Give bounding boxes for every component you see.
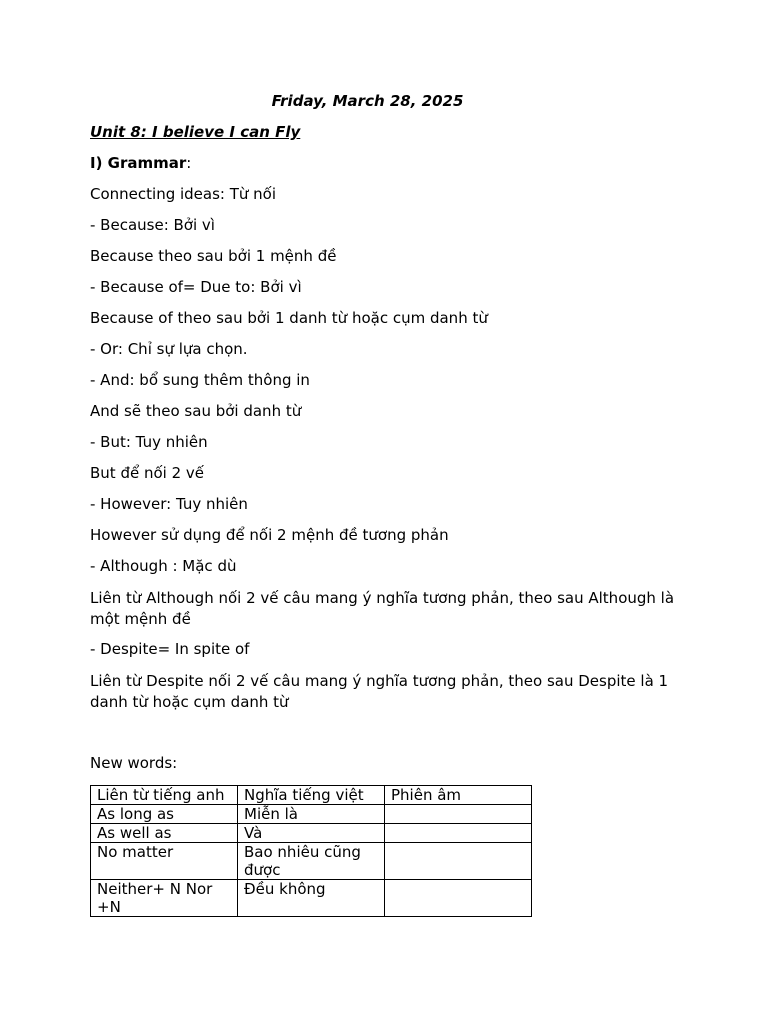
grammar-heading-colon: : [186,154,192,172]
table-cell [385,805,532,824]
grammar-heading-line [90,154,690,172]
text-line: - Although : Mặc dù [90,557,237,575]
unit-title: Unit 8: I believe I can Fly [90,123,301,141]
text-line: Because of theo sau bởi 1 danh từ hoặc cụm danh từ [90,309,488,327]
table-header-cell: Phiên âm [385,786,532,805]
table-header-cell: Liên từ tiếng anh [91,786,238,805]
document-page [90,92,690,917]
text-line: And sẽ theo sau bởi danh từ [90,402,302,420]
text-line: But để nối 2 vế [90,464,205,482]
table-row [91,805,532,824]
text-line: - However: Tuy nhiên [90,495,248,513]
vocabulary-table [90,785,532,917]
table-cell: As long as [91,805,238,824]
table-cell: Miễn là [238,805,385,824]
table-cell: As well as [91,824,238,843]
text-line: - Or: Chỉ sự lựa chọn. [90,340,248,358]
text-line: - Because: Bởi vì [90,216,215,234]
new-words-label: New words: [90,754,178,772]
grammar-heading: I) Grammar [90,154,187,172]
table-header-row [91,786,532,805]
table-row [91,824,532,843]
text-line: Connecting ideas: Từ nối [90,185,277,203]
table-cell: Đều không [238,880,385,917]
text-line: - But: Tuy nhiên [90,433,208,451]
text-line: - Despite= In spite of [90,640,250,658]
text-line: - And: bổ sung thêm thông in [90,371,310,389]
table-header-cell: Nghĩa tiếng việt [238,786,385,805]
table-row [91,843,532,880]
table-cell [385,824,532,843]
table-cell [385,843,532,880]
text-paragraph: Liên từ Although nối 2 vế câu mang ý nghĩa tương phản, theo sau Although là một mệnh đề [90,589,675,628]
document-date: Friday, March 28, 2025 [271,92,464,110]
table-cell: Bao nhiêu cũng được [238,843,385,880]
table-cell [385,880,532,917]
text-line: However sử dụng để nối 2 mệnh đề tương phản [90,526,449,544]
table-row [91,880,532,917]
table-cell: Và [238,824,385,843]
blank-line [90,723,690,754]
text-line: - Because of= Due to: Bởi vì [90,278,302,296]
table-cell: Neither+ N Nor +N [91,880,238,917]
table-cell: No matter [91,843,238,880]
text-line: Because theo sau bởi 1 mệnh đề [90,247,337,265]
text-paragraph: Liên từ Despite nối 2 vế câu mang ý nghĩa tương phản, theo sau Despite là 1 danh từ hoặc cụm danh từ [90,672,669,711]
